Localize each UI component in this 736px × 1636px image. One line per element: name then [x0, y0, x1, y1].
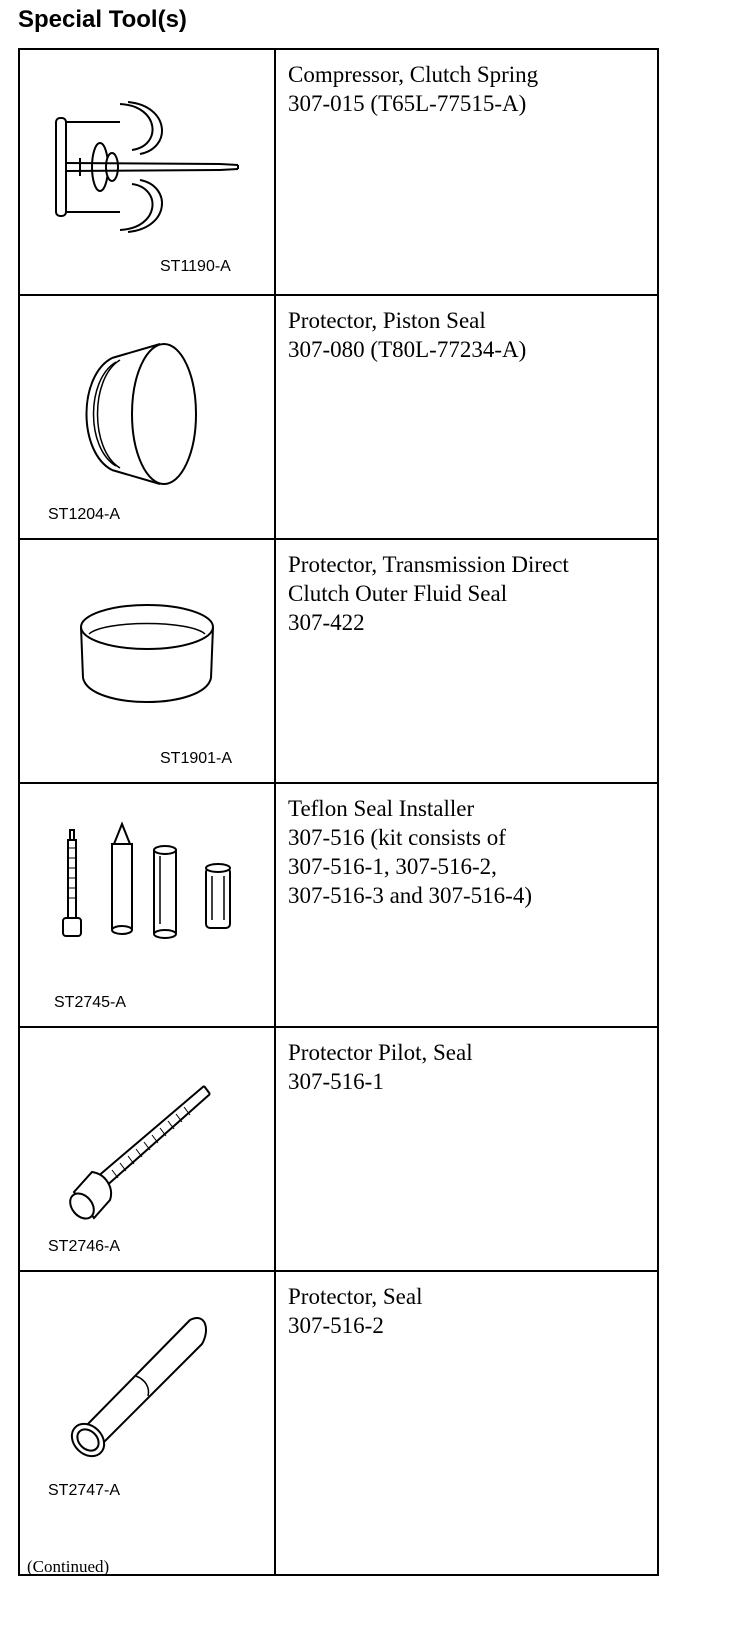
- protector-pilot-illustration: [20, 1028, 274, 1272]
- tool-code: ST1190-A: [160, 258, 231, 275]
- tool-kit-parts-cont: 307-516-3 and 307-516-4): [288, 883, 533, 908]
- tool-code: ST2747-A: [48, 1482, 121, 1499]
- clutch-spring-compressor-illustration: [20, 50, 274, 294]
- tool-name: Protector, Piston Seal: [288, 308, 486, 333]
- tool-number: 307-422: [288, 610, 365, 635]
- tool-image-cell: [20, 50, 276, 294]
- seal-protector-illustration: [20, 1272, 274, 1572]
- tool-name: Protector, Transmission Direct: [288, 552, 569, 577]
- page-heading: Special Tool(s): [18, 6, 187, 33]
- tool-number: 307-516-1: [288, 1069, 384, 1094]
- tool-code: ST1204-A: [48, 506, 121, 523]
- tool-image-cell: [20, 296, 276, 538]
- tool-name: Compressor, Clutch Spring: [288, 62, 539, 87]
- tool-name-cont: Clutch Outer Fluid Seal: [288, 581, 508, 606]
- tool-description: [276, 296, 657, 538]
- tool-code: ST2746-A: [48, 1238, 121, 1255]
- piston-seal-protector-illustration: [20, 296, 274, 540]
- tool-number: 307-080 (T80L-77234-A): [288, 337, 527, 362]
- tool-number: 307-516-2: [288, 1313, 384, 1338]
- tool-description: [276, 540, 657, 782]
- continued-note: (Continued): [27, 1557, 110, 1576]
- tool-name: Teflon Seal Installer: [288, 796, 475, 821]
- tool-description: [276, 50, 657, 294]
- tool-row: [20, 294, 657, 538]
- tool-image-cell: [20, 540, 276, 782]
- tool-image-cell: [20, 1272, 276, 1576]
- tool-name: Protector Pilot, Seal: [288, 1040, 473, 1065]
- tool-row: [20, 50, 657, 294]
- tool-name: Protector, Seal: [288, 1284, 423, 1309]
- tool-row: [20, 538, 657, 782]
- tool-row: [20, 782, 657, 1026]
- fluid-seal-protector-illustration: [20, 540, 274, 784]
- tool-code: ST2745-A: [54, 994, 127, 1011]
- tool-description: [276, 1272, 657, 1576]
- tool-row: [20, 1270, 657, 1576]
- seal-installer-kit-illustration: [20, 784, 274, 1028]
- tool-row: [20, 1026, 657, 1270]
- tool-description: [276, 784, 657, 1026]
- tool-image-cell: [20, 784, 276, 1026]
- tool-number: 307-516 (kit consists of: [288, 825, 506, 850]
- tool-description: [276, 1028, 657, 1270]
- special-tools-table: [18, 48, 659, 1576]
- tool-number: 307-015 (T65L-77515-A): [288, 91, 527, 116]
- tool-image-cell: [20, 1028, 276, 1270]
- tool-kit-parts: 307-516-1, 307-516-2,: [288, 854, 497, 879]
- tool-code: ST1901-A: [160, 750, 233, 767]
